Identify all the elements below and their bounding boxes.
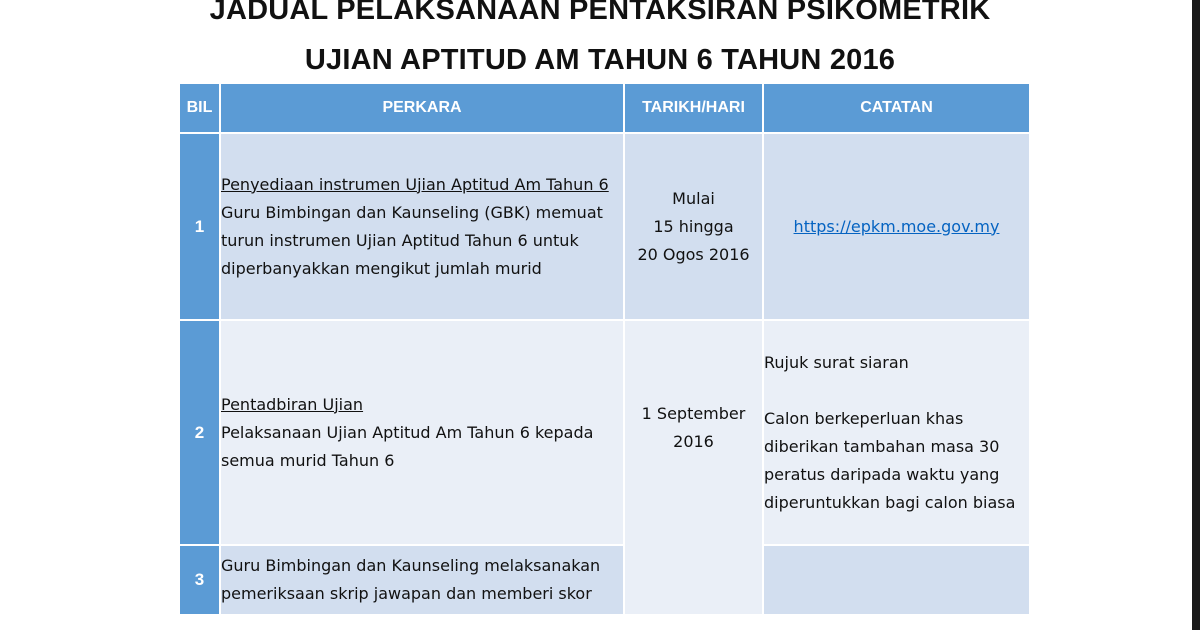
epkm-link[interactable]: https://epkm.moe.gov.my	[793, 216, 1000, 236]
table-row	[179, 133, 1030, 320]
header-tarikh: TARIKH/HARI	[624, 83, 763, 133]
perkara-cell	[220, 545, 624, 615]
perkara-title: Penyediaan instrumen Ujian Aptitud Am Tahun 6	[221, 174, 609, 194]
header-catatan: CATATAN	[763, 83, 1030, 133]
tarikh-line: 15 hingga	[653, 216, 734, 236]
schedule-table	[178, 82, 1031, 616]
tarikh-cell	[624, 320, 763, 615]
row-number: 2	[179, 320, 220, 545]
tarikh-cell	[624, 133, 763, 320]
header-bil: BIL	[179, 83, 220, 133]
header-perkara: PERKARA	[220, 83, 624, 133]
perkara-cell	[220, 320, 624, 545]
header-row	[179, 83, 1030, 133]
perkara-body: Guru Bimbingan dan Kaunseling (GBK) memuat turun instrumen Ujian Aptitud Tahun 6 untuk diperbanyakkan mengikut jumlah murid	[221, 202, 603, 278]
catatan-spacer	[764, 377, 1029, 405]
row-number: 3	[179, 545, 220, 615]
page-title-line-2: UJIAN APTITUD AM TAHUN 6 TAHUN 2016	[304, 44, 896, 76]
tarikh-line: 1 September	[641, 403, 746, 423]
catatan-line: Rujuk surat siaran	[764, 352, 909, 372]
perkara-title: Pentadbiran Ujian	[221, 394, 364, 414]
catatan-cell-empty	[763, 545, 1030, 615]
tarikh-line: 2016	[673, 431, 714, 451]
perkara-body: Guru Bimbingan dan Kaunseling melaksanakan pemeriksaan skrip jawapan dan memberi skor	[221, 556, 601, 603]
table-row	[179, 545, 1030, 615]
perkara-cell	[220, 133, 624, 320]
right-edge-strip	[1192, 0, 1200, 630]
perkara-body: Pelaksanaan Ujian Aptitud Am Tahun 6 kepada semua murid Tahun 6	[221, 422, 594, 470]
tarikh-line: Mulai	[672, 188, 715, 208]
catatan-note: Calon berkeperluan khas diberikan tambahan masa 30 peratus daripada waktu yang diperuntukkan bagi calon biasa	[764, 408, 1016, 512]
row-number: 1	[179, 133, 220, 320]
table-row	[179, 320, 1030, 545]
tarikh-line: 20 Ogos 2016	[637, 244, 750, 264]
catatan-cell	[763, 320, 1030, 545]
catatan-cell	[763, 133, 1030, 320]
page-title-line-1: JADUAL PELAKSANAAN PENTAKSIRAN PSIKOMETRIK	[209, 0, 991, 26]
